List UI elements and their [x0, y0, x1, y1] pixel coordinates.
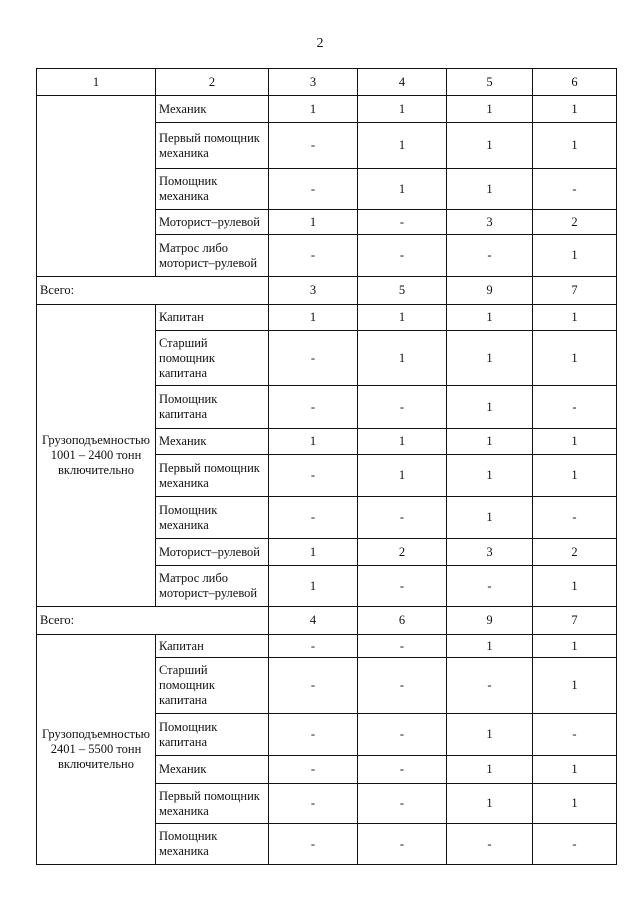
position-cell: Механик	[156, 429, 269, 455]
value-cell: -	[533, 386, 617, 429]
position-cell: Капитан	[156, 635, 269, 658]
value-cell: 1	[533, 429, 617, 455]
value-cell: 1	[533, 123, 617, 169]
value-cell: 1	[447, 123, 533, 169]
total-value: 4	[269, 607, 358, 635]
group-cell-empty	[37, 96, 156, 277]
value-cell: 1	[533, 96, 617, 123]
position-cell: Матрос либо моторист–рулевой	[156, 235, 269, 277]
value-cell: -	[269, 497, 358, 539]
position-cell: Первый помощник механика	[156, 455, 269, 497]
position-cell: Старший помощник капитана	[156, 331, 269, 386]
value-cell: -	[358, 714, 447, 756]
table-row	[37, 96, 617, 123]
value-cell: 2	[533, 210, 617, 235]
header-col-3: 3	[269, 69, 358, 96]
value-cell: -	[269, 824, 358, 865]
value-cell: -	[358, 210, 447, 235]
value-cell: -	[358, 756, 447, 784]
value-cell: 1	[269, 566, 358, 607]
header-col-4: 4	[358, 69, 447, 96]
total-value: 9	[447, 277, 533, 305]
position-cell: Первый помощник механика	[156, 784, 269, 824]
value-cell: 2	[533, 539, 617, 566]
value-cell: 1	[269, 210, 358, 235]
value-cell: 1	[269, 305, 358, 331]
value-cell: -	[358, 497, 447, 539]
value-cell: 1	[269, 539, 358, 566]
value-cell: 1	[447, 331, 533, 386]
position-cell: Помощник механика	[156, 169, 269, 210]
total-row	[37, 607, 617, 635]
header-col-2: 2	[156, 69, 269, 96]
value-cell: -	[358, 784, 447, 824]
value-cell: -	[447, 566, 533, 607]
table-row	[37, 305, 617, 331]
header-col-5: 5	[447, 69, 533, 96]
value-cell: -	[447, 824, 533, 865]
total-value: 7	[533, 277, 617, 305]
position-cell: Первый помощник механика	[156, 123, 269, 169]
value-cell: -	[358, 658, 447, 714]
value-cell: -	[269, 235, 358, 277]
crew-table	[36, 68, 617, 865]
value-cell: -	[358, 824, 447, 865]
value-cell: 3	[447, 539, 533, 566]
total-row	[37, 277, 617, 305]
value-cell: -	[533, 714, 617, 756]
total-label: Всего:	[37, 277, 269, 305]
value-cell: -	[269, 784, 358, 824]
page-number: 2	[316, 36, 324, 51]
total-value: 5	[358, 277, 447, 305]
position-cell: Матрос либо моторист–рулевой	[156, 566, 269, 607]
value-cell: 1	[533, 235, 617, 277]
value-cell: 1	[447, 756, 533, 784]
total-label: Всего:	[37, 607, 269, 635]
value-cell: -	[269, 714, 358, 756]
value-cell: -	[269, 331, 358, 386]
position-cell: Капитан	[156, 305, 269, 331]
total-value: 9	[447, 607, 533, 635]
position-cell: Моторист–рулевой	[156, 210, 269, 235]
value-cell: -	[447, 235, 533, 277]
value-cell: 1	[533, 331, 617, 386]
value-cell: 1	[269, 96, 358, 123]
value-cell: 1	[447, 497, 533, 539]
value-cell: 1	[447, 96, 533, 123]
value-cell: 1	[533, 784, 617, 824]
value-cell: 1	[358, 123, 447, 169]
value-cell: -	[533, 169, 617, 210]
value-cell: 2	[358, 539, 447, 566]
value-cell: 1	[447, 455, 533, 497]
value-cell: 1	[358, 331, 447, 386]
value-cell: 1	[447, 784, 533, 824]
value-cell: -	[358, 635, 447, 658]
header-row	[37, 69, 617, 96]
value-cell: -	[269, 455, 358, 497]
header-col-6: 6	[533, 69, 617, 96]
value-cell: -	[269, 169, 358, 210]
value-cell: 1	[447, 305, 533, 331]
value-cell: -	[269, 386, 358, 429]
position-cell: Помощник капитана	[156, 714, 269, 756]
table-row	[37, 635, 617, 658]
total-value: 3	[269, 277, 358, 305]
value-cell: -	[447, 658, 533, 714]
value-cell: 1	[533, 658, 617, 714]
position-cell: Помощник механика	[156, 824, 269, 865]
position-cell: Помощник капитана	[156, 386, 269, 429]
value-cell: 1	[533, 455, 617, 497]
value-cell: -	[533, 497, 617, 539]
value-cell: 3	[447, 210, 533, 235]
value-cell: -	[358, 235, 447, 277]
position-cell: Механик	[156, 96, 269, 123]
value-cell: 1	[533, 635, 617, 658]
group-cell: Грузоподъемностью 1001 – 2400 тонн включительно	[37, 305, 156, 607]
value-cell: -	[269, 756, 358, 784]
position-cell: Механик	[156, 756, 269, 784]
total-value: 6	[358, 607, 447, 635]
position-cell: Моторист–рулевой	[156, 539, 269, 566]
value-cell: 1	[447, 386, 533, 429]
value-cell: 1	[533, 566, 617, 607]
value-cell: -	[533, 824, 617, 865]
value-cell: 1	[358, 169, 447, 210]
value-cell: 1	[358, 455, 447, 497]
header-col-1: 1	[37, 69, 156, 96]
value-cell: -	[269, 635, 358, 658]
value-cell: -	[269, 123, 358, 169]
value-cell: 1	[358, 429, 447, 455]
value-cell: 1	[447, 635, 533, 658]
value-cell: -	[358, 386, 447, 429]
group-cell: Грузоподъемностью 2401 – 5500 тонн включительно	[37, 635, 156, 865]
position-cell: Старший помощник капитана	[156, 658, 269, 714]
position-cell: Помощник механика	[156, 497, 269, 539]
value-cell: -	[269, 658, 358, 714]
value-cell: -	[358, 566, 447, 607]
value-cell: 1	[447, 429, 533, 455]
value-cell: 1	[533, 305, 617, 331]
value-cell: 1	[358, 305, 447, 331]
value-cell: 1	[269, 429, 358, 455]
value-cell: 1	[533, 756, 617, 784]
value-cell: 1	[447, 714, 533, 756]
total-value: 7	[533, 607, 617, 635]
value-cell: 1	[358, 96, 447, 123]
value-cell: 1	[447, 169, 533, 210]
